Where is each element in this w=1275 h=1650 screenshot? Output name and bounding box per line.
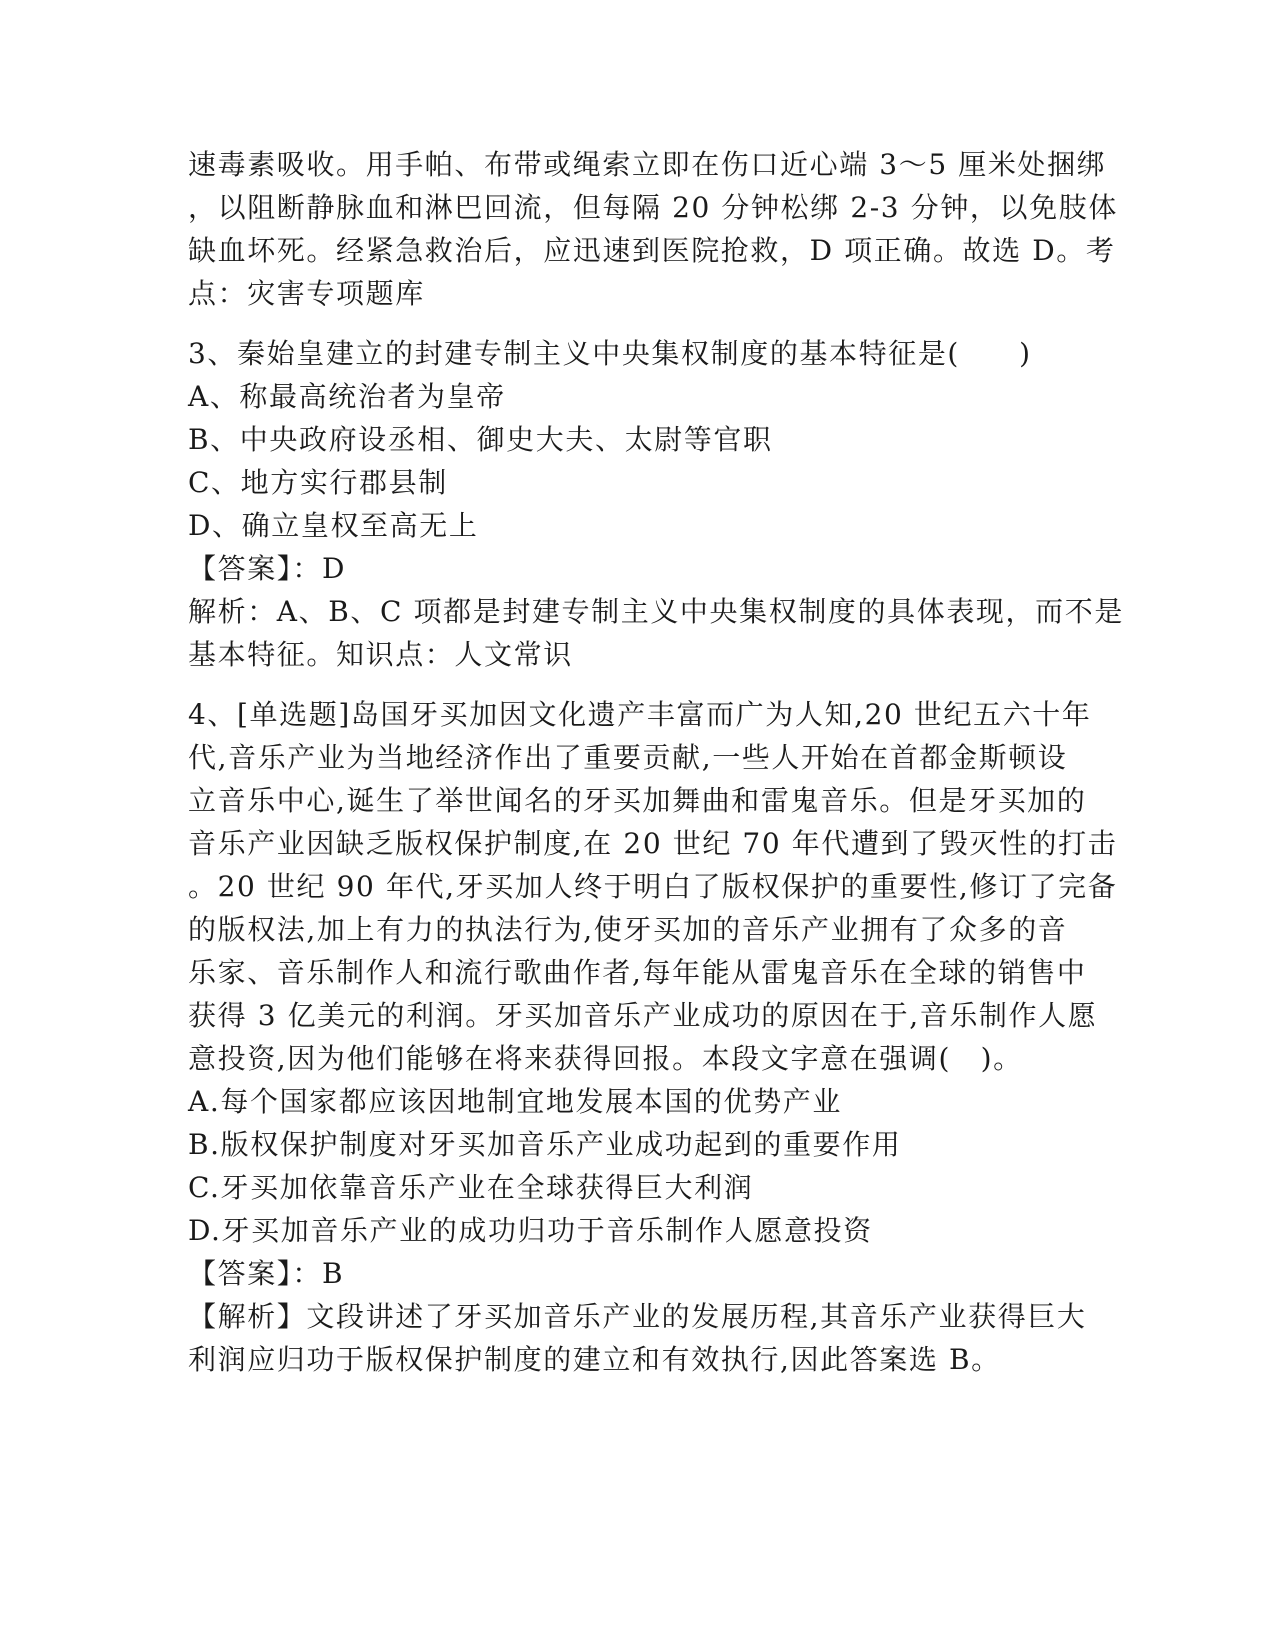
question-stem: 3、秦始皇建立的封建专制主义中央集权制度的基本特征是( ) [188, 337, 1032, 370]
analysis-line: 【解析】文段讲述了牙买加音乐产业的发展历程,其音乐产业获得巨大 [188, 1300, 1087, 1333]
question-stem-line: 立音乐中心,诞生了举世闻名的牙买加舞曲和雷鬼音乐。但是牙买加的 [188, 784, 1087, 817]
analysis-line: 解析：A、B、C 项都是封建专制主义中央集权制度的具体表现，而不是 [188, 595, 1124, 628]
spacer [188, 315, 1073, 332]
spacer [188, 676, 1073, 693]
question-4 [188, 693, 1118, 1381]
option-b: B、中央政府设丞相、御史大夫、太尉等官职 [188, 423, 773, 456]
question-stem-line: 代,音乐产业为当地经济作出了重要贡献,一些人开始在首都金斯顿设 [188, 741, 1068, 774]
option-c: C.牙买加依靠音乐产业在全球获得巨大利润 [188, 1171, 754, 1204]
answer-line: 【答案】：B [188, 1257, 345, 1290]
option-a: A、称最高统治者为皇帝 [188, 380, 506, 413]
text-line: ，以阻断静脉血和淋巴回流，但每隔 20 分钟松绑 2-3 分钟，以免肢体 [188, 191, 1118, 224]
text-line: 点：灾害专项题库 [188, 277, 425, 310]
option-c: C、地方实行郡县制 [188, 466, 448, 499]
question-3 [188, 332, 1124, 676]
option-a: A.每个国家都应该因地制宜地发展本国的优势产业 [188, 1085, 842, 1118]
question-stem-line: 4、[单选题]岛国牙买加因文化遗产丰富而广为人知,20 世纪五六十年 [188, 698, 1092, 731]
analysis-line: 基本特征。知识点：人文常识 [188, 638, 573, 671]
question-stem-line: 的版权法,加上有力的执法行为,使牙买加的音乐产业拥有了众多的音 [188, 913, 1068, 946]
question-stem-line: 获得 3 亿美元的利润。牙买加音乐产业成功的原因在于,音乐制作人愿 [188, 999, 1098, 1032]
carryover-explanation [188, 143, 1118, 315]
question-stem-line: 音乐产业因缺乏版权保护制度,在 20 世纪 70 年代遭到了毁灭性的打击 [188, 827, 1118, 860]
question-stem-line: 乐家、音乐制作人和流行歌曲作者,每年能从雷鬼音乐在全球的销售中 [188, 956, 1087, 989]
question-stem-line: 意投资,因为他们能够在将来获得回报。本段文字意在强调( )。 [188, 1042, 1023, 1075]
option-d: D.牙买加音乐产业的成功归功于音乐制作人愿意投资 [188, 1214, 873, 1247]
analysis-line: 利润应归功于版权保护制度的建立和有效执行,因此答案选 B。 [188, 1343, 1001, 1376]
option-d: D、确立皇权至高无上 [188, 509, 479, 542]
option-b: B.版权保护制度对牙买加音乐产业成功起到的重要作用 [188, 1128, 902, 1161]
text-line: 速毒素吸收。用手帕、布带或绳索立即在伤口近心端 3～5 厘米处捆绑 [188, 148, 1107, 181]
question-stem-line: 。20 世纪 90 年代,牙买加人终于明白了版权保护的重要性,修订了完备 [188, 870, 1118, 903]
answer-line: 【答案】：D [188, 552, 347, 585]
page-content [188, 143, 1124, 1381]
text-line: 缺血坏死。经紧急救治后，应迅速到医院抢救，D 项正确。故选 D。考 [188, 234, 1116, 267]
